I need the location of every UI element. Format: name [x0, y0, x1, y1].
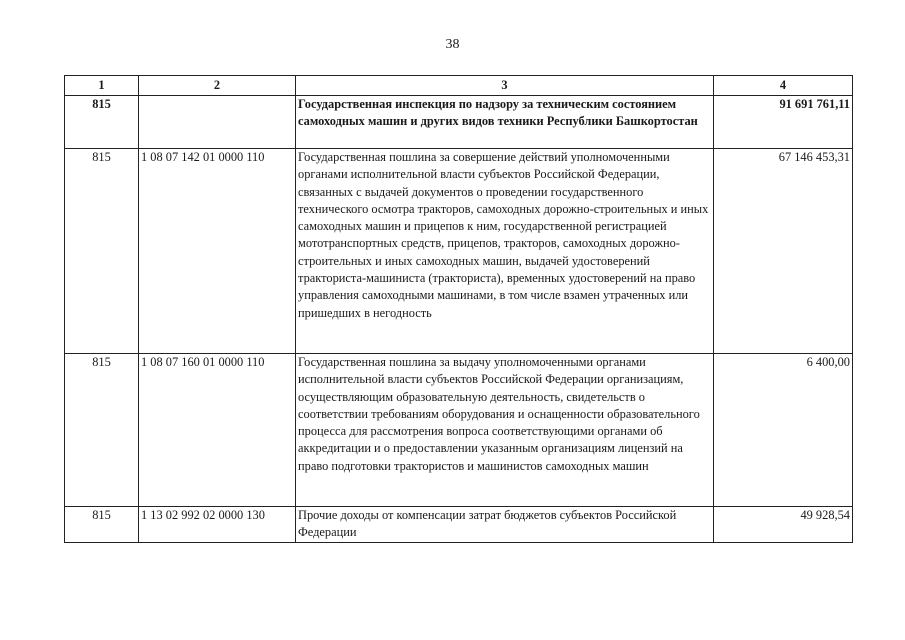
amount-cell: 6 400,00: [714, 354, 853, 507]
table-header-row: [65, 76, 853, 96]
kbk-code-cell: [139, 96, 296, 149]
kbk-code-cell: 1 08 07 142 01 0000 110: [139, 149, 296, 354]
revenue-name-cell: Государственная пошлина за совершение действий уполномоченными органами исполнительной власти субъектов Российской Федерации, связанных с выдачей документов о проведении государственного технического осмотра тракторов, самоходных дорожно-строительных и иных самоходных машин и прицепов к ним, государственной регистрацией мототранспортных средств, прицепов, тракторов, самоходных дорожно-строительных и иных самоходных машин, выдачей удостоверений тракториста-машиниста (тракториста), временных удостоверений на право управления самоходными машинами, в том числе взамен утраченных или пришедших в негодность: [296, 149, 714, 354]
table-row: [65, 149, 853, 354]
admin-code-cell: 815: [65, 96, 139, 149]
revenue-name-cell: Государственная инспекция по надзору за техническим состоянием самоходных машин и других видов техники Республики Башкортостан: [296, 96, 714, 149]
revenue-name-cell: Прочие доходы от компенсации затрат бюджетов субъектов Российской Федерации: [296, 507, 714, 543]
revenue-table: [64, 75, 853, 543]
header-cell-1: 1: [65, 76, 139, 96]
header-cell-2: 2: [139, 76, 296, 96]
table-row-administrator: [65, 96, 853, 149]
header-cell-3: 3: [296, 76, 714, 96]
revenue-name-cell: Государственная пошлина за выдачу уполномоченными органами исполнительной власти субъектов Российской Федерации организациям, осуществляющим образовательную деятельность, свидетельств о соответствии требованиям оборудования и оснащенности образовательного процесса для рассмотрения вопроса соответствующими органами об аккредитации и о предоставлении указанным организациям лицензий на право подготовки трактористов и машинистов самоходных машин: [296, 354, 714, 507]
page-number: 38: [445, 37, 460, 52]
kbk-code-cell: 1 08 07 160 01 0000 110: [139, 354, 296, 507]
admin-code-cell: 815: [65, 354, 139, 507]
kbk-code-cell: 1 13 02 992 02 0000 130: [139, 507, 296, 543]
amount-cell: 49 928,54: [714, 507, 853, 543]
amount-cell: 91 691 761,11: [714, 96, 853, 149]
admin-code-cell: 815: [65, 507, 139, 543]
admin-code-cell: 815: [65, 149, 139, 354]
table-row: [65, 507, 853, 543]
table-row: [65, 354, 853, 507]
header-cell-4: 4: [714, 76, 853, 96]
amount-cell: 67 146 453,31: [714, 149, 853, 354]
